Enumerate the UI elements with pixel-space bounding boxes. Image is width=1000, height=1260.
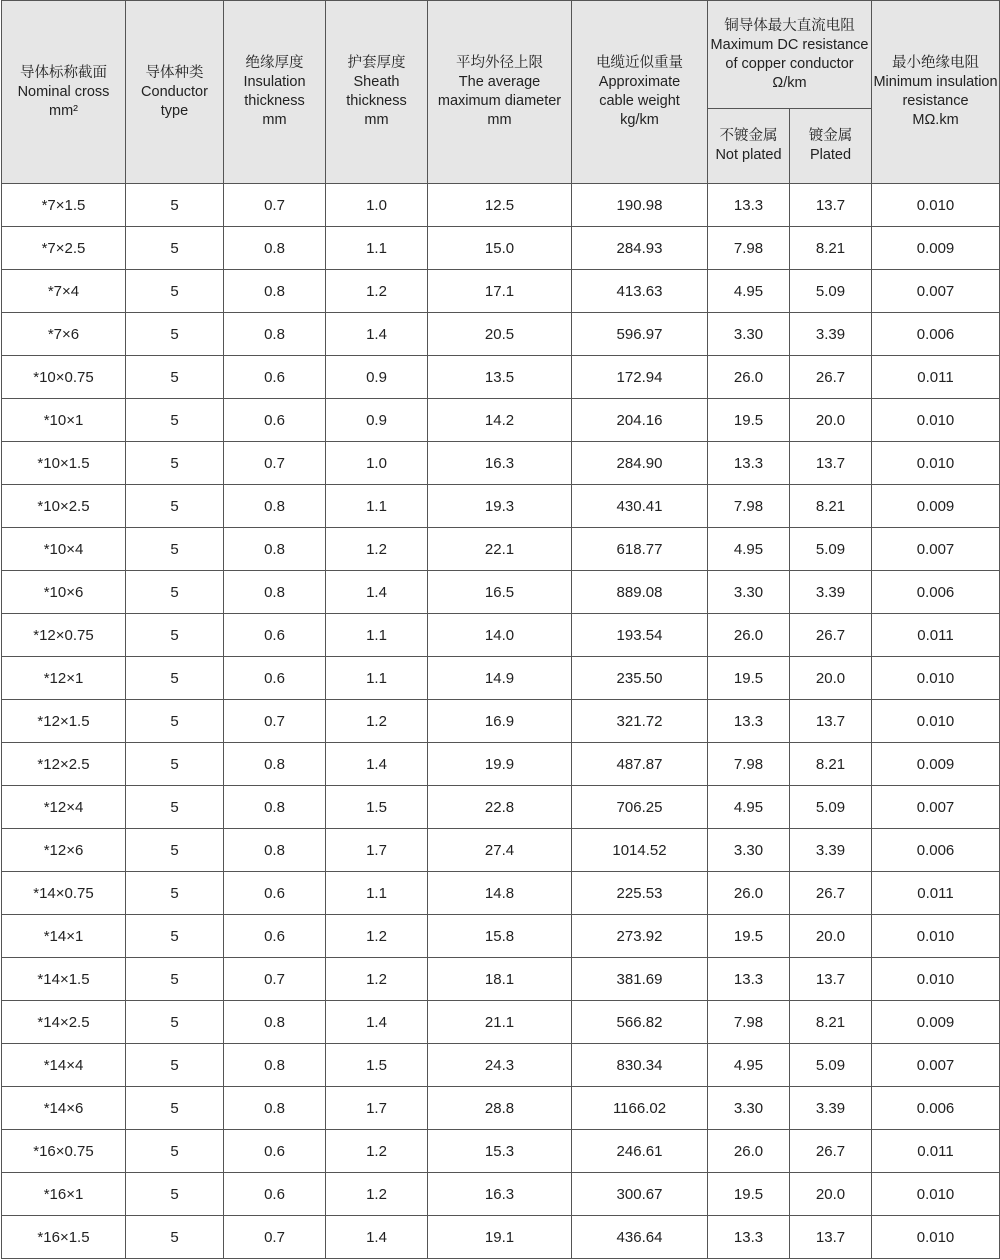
table-row <box>2 915 1000 958</box>
cell-resistance-plated: 8.21 <box>790 1001 872 1044</box>
cell-sheath-thickness: 1.1 <box>326 872 428 915</box>
cell-resistance-plated: 26.7 <box>790 872 872 915</box>
table-row <box>2 1044 1000 1087</box>
cell-section: *12×1 <box>2 657 126 700</box>
cell-cable-weight: 246.61 <box>572 1130 708 1173</box>
cell-max-diameter: 15.0 <box>428 227 572 270</box>
cell-sheath-thickness: 0.9 <box>326 356 428 399</box>
cell-max-diameter: 17.1 <box>428 270 572 313</box>
cell-cable-weight: 487.87 <box>572 743 708 786</box>
cell-max-diameter: 27.4 <box>428 829 572 872</box>
cell-resistance-not-plated: 3.30 <box>708 829 790 872</box>
cell-conductor-type: 5 <box>126 1130 224 1173</box>
cell-resistance-not-plated: 13.3 <box>708 442 790 485</box>
cell-cable-weight: 618.77 <box>572 528 708 571</box>
header-insulation-thickness: 绝缘厚度 Insulation thickness mm <box>224 1 326 184</box>
cell-insulation-thickness: 0.6 <box>224 1130 326 1173</box>
table-row <box>2 184 1000 227</box>
header-average-max-diameter: 平均外径上限 The average maximum diameter mm <box>428 1 572 184</box>
cell-resistance-plated: 20.0 <box>790 657 872 700</box>
cell-resistance-plated: 8.21 <box>790 485 872 528</box>
cell-resistance-not-plated: 7.98 <box>708 743 790 786</box>
table-row <box>2 786 1000 829</box>
cell-sheath-thickness: 1.4 <box>326 571 428 614</box>
cell-min-insulation-resistance: 0.009 <box>872 485 1000 528</box>
cell-insulation-thickness: 0.6 <box>224 1173 326 1216</box>
cell-resistance-plated: 20.0 <box>790 399 872 442</box>
cell-min-insulation-resistance: 0.010 <box>872 1216 1000 1259</box>
table-row <box>2 614 1000 657</box>
cell-section: *7×1.5 <box>2 184 126 227</box>
cell-conductor-type: 5 <box>126 958 224 1001</box>
cell-conductor-type: 5 <box>126 614 224 657</box>
cell-insulation-thickness: 0.7 <box>224 1216 326 1259</box>
table-row <box>2 528 1000 571</box>
cell-max-diameter: 16.3 <box>428 1173 572 1216</box>
cell-sheath-thickness: 1.0 <box>326 442 428 485</box>
table-row <box>2 227 1000 270</box>
cell-section: *14×0.75 <box>2 872 126 915</box>
cell-resistance-not-plated: 7.98 <box>708 485 790 528</box>
cell-cable-weight: 1014.52 <box>572 829 708 872</box>
cell-sheath-thickness: 1.2 <box>326 1173 428 1216</box>
cell-section: *10×2.5 <box>2 485 126 528</box>
cell-section: *10×4 <box>2 528 126 571</box>
cell-insulation-thickness: 0.8 <box>224 1001 326 1044</box>
cell-insulation-thickness: 0.6 <box>224 657 326 700</box>
cell-cable-weight: 596.97 <box>572 313 708 356</box>
cell-section: *16×1.5 <box>2 1216 126 1259</box>
cell-insulation-thickness: 0.6 <box>224 399 326 442</box>
table-row <box>2 872 1000 915</box>
cell-min-insulation-resistance: 0.009 <box>872 1001 1000 1044</box>
cell-min-insulation-resistance: 0.006 <box>872 1087 1000 1130</box>
header-sheath-thickness: 护套厚度 Sheath thickness mm <box>326 1 428 184</box>
cell-max-diameter: 12.5 <box>428 184 572 227</box>
cell-resistance-not-plated: 3.30 <box>708 313 790 356</box>
cell-conductor-type: 5 <box>126 786 224 829</box>
cell-section: *12×1.5 <box>2 700 126 743</box>
cell-min-insulation-resistance: 0.010 <box>872 1173 1000 1216</box>
cell-sheath-thickness: 1.2 <box>326 1130 428 1173</box>
cell-section: *10×1 <box>2 399 126 442</box>
cell-insulation-thickness: 0.8 <box>224 571 326 614</box>
cell-insulation-thickness: 0.7 <box>224 442 326 485</box>
cell-sheath-thickness: 1.7 <box>326 829 428 872</box>
cell-conductor-type: 5 <box>126 1044 224 1087</box>
cell-conductor-type: 5 <box>126 743 224 786</box>
cell-resistance-plated: 8.21 <box>790 743 872 786</box>
cell-conductor-type: 5 <box>126 399 224 442</box>
cell-sheath-thickness: 1.2 <box>326 700 428 743</box>
cell-section: *12×2.5 <box>2 743 126 786</box>
cell-insulation-thickness: 0.8 <box>224 786 326 829</box>
cell-sheath-thickness: 1.2 <box>326 270 428 313</box>
cell-cable-weight: 172.94 <box>572 356 708 399</box>
cell-resistance-not-plated: 4.95 <box>708 1044 790 1087</box>
cell-conductor-type: 5 <box>126 270 224 313</box>
cell-max-diameter: 28.8 <box>428 1087 572 1130</box>
cell-cable-weight: 830.34 <box>572 1044 708 1087</box>
cell-section: *14×2.5 <box>2 1001 126 1044</box>
cell-max-diameter: 24.3 <box>428 1044 572 1087</box>
cell-resistance-plated: 13.7 <box>790 442 872 485</box>
table-header <box>2 1 1000 184</box>
cell-resistance-not-plated: 19.5 <box>708 1173 790 1216</box>
cell-resistance-not-plated: 26.0 <box>708 614 790 657</box>
cell-insulation-thickness: 0.8 <box>224 829 326 872</box>
cell-conductor-type: 5 <box>126 227 224 270</box>
cell-resistance-not-plated: 13.3 <box>708 1216 790 1259</box>
cell-conductor-type: 5 <box>126 872 224 915</box>
header-conductor-type: 导体种类 Conductor type <box>126 1 224 184</box>
table-row <box>2 1216 1000 1259</box>
table-row <box>2 356 1000 399</box>
cell-resistance-not-plated: 4.95 <box>708 786 790 829</box>
cell-conductor-type: 5 <box>126 657 224 700</box>
cell-min-insulation-resistance: 0.007 <box>872 528 1000 571</box>
cell-min-insulation-resistance: 0.010 <box>872 399 1000 442</box>
cell-sheath-thickness: 1.1 <box>326 227 428 270</box>
table-row <box>2 442 1000 485</box>
cell-max-diameter: 16.5 <box>428 571 572 614</box>
cell-insulation-thickness: 0.7 <box>224 700 326 743</box>
cell-resistance-plated: 3.39 <box>790 313 872 356</box>
cell-insulation-thickness: 0.8 <box>224 743 326 786</box>
table-row <box>2 700 1000 743</box>
cell-max-diameter: 21.1 <box>428 1001 572 1044</box>
cell-section: *10×0.75 <box>2 356 126 399</box>
cell-sheath-thickness: 1.7 <box>326 1087 428 1130</box>
cell-max-diameter: 19.1 <box>428 1216 572 1259</box>
cell-conductor-type: 5 <box>126 915 224 958</box>
header-nominal-cross-section: 导体标称截面 Nominal cross mm² <box>2 1 126 184</box>
cell-resistance-plated: 5.09 <box>790 786 872 829</box>
cell-cable-weight: 321.72 <box>572 700 708 743</box>
cell-resistance-not-plated: 19.5 <box>708 915 790 958</box>
cell-section: *16×1 <box>2 1173 126 1216</box>
cell-max-diameter: 22.1 <box>428 528 572 571</box>
cell-max-diameter: 15.8 <box>428 915 572 958</box>
cell-max-diameter: 19.3 <box>428 485 572 528</box>
cell-sheath-thickness: 1.2 <box>326 915 428 958</box>
cell-sheath-thickness: 0.9 <box>326 399 428 442</box>
cell-cable-weight: 204.16 <box>572 399 708 442</box>
cell-sheath-thickness: 1.5 <box>326 1044 428 1087</box>
cell-min-insulation-resistance: 0.010 <box>872 915 1000 958</box>
cell-resistance-plated: 13.7 <box>790 958 872 1001</box>
cell-resistance-plated: 5.09 <box>790 270 872 313</box>
cell-insulation-thickness: 0.6 <box>224 614 326 657</box>
table-body <box>2 184 1000 1259</box>
cell-resistance-plated: 26.7 <box>790 614 872 657</box>
cell-cable-weight: 566.82 <box>572 1001 708 1044</box>
cell-resistance-plated: 13.7 <box>790 184 872 227</box>
cell-resistance-not-plated: 3.30 <box>708 571 790 614</box>
cell-insulation-thickness: 0.7 <box>224 958 326 1001</box>
cell-min-insulation-resistance: 0.007 <box>872 270 1000 313</box>
cell-insulation-thickness: 0.7 <box>224 184 326 227</box>
cell-min-insulation-resistance: 0.010 <box>872 958 1000 1001</box>
cell-sheath-thickness: 1.4 <box>326 313 428 356</box>
cell-max-diameter: 16.9 <box>428 700 572 743</box>
cell-section: *14×4 <box>2 1044 126 1087</box>
table-row <box>2 313 1000 356</box>
cell-section: *12×0.75 <box>2 614 126 657</box>
cell-insulation-thickness: 0.8 <box>224 1044 326 1087</box>
cell-insulation-thickness: 0.6 <box>224 915 326 958</box>
cell-cable-weight: 889.08 <box>572 571 708 614</box>
cell-cable-weight: 413.63 <box>572 270 708 313</box>
header-plated: 镀金属 Plated <box>790 109 872 184</box>
cell-min-insulation-resistance: 0.006 <box>872 829 1000 872</box>
cell-resistance-not-plated: 26.0 <box>708 872 790 915</box>
cell-resistance-plated: 5.09 <box>790 528 872 571</box>
cell-min-insulation-resistance: 0.010 <box>872 700 1000 743</box>
header-min-insulation-resistance: 最小绝缘电阻 Minimum insulation resistance MΩ.km <box>872 1 1000 184</box>
cell-conductor-type: 5 <box>126 1173 224 1216</box>
cell-cable-weight: 225.53 <box>572 872 708 915</box>
cell-resistance-plated: 3.39 <box>790 571 872 614</box>
cell-resistance-not-plated: 19.5 <box>708 657 790 700</box>
table-row <box>2 1173 1000 1216</box>
cell-sheath-thickness: 1.2 <box>326 528 428 571</box>
cell-conductor-type: 5 <box>126 1087 224 1130</box>
cell-max-diameter: 14.2 <box>428 399 572 442</box>
cable-spec-table <box>1 0 1000 1259</box>
cell-resistance-plated: 13.7 <box>790 700 872 743</box>
cell-cable-weight: 430.41 <box>572 485 708 528</box>
cell-section: *14×6 <box>2 1087 126 1130</box>
cell-conductor-type: 5 <box>126 829 224 872</box>
cell-min-insulation-resistance: 0.006 <box>872 571 1000 614</box>
cell-resistance-not-plated: 7.98 <box>708 1001 790 1044</box>
cell-section: *7×4 <box>2 270 126 313</box>
cell-insulation-thickness: 0.8 <box>224 227 326 270</box>
cell-max-diameter: 14.8 <box>428 872 572 915</box>
cell-min-insulation-resistance: 0.011 <box>872 356 1000 399</box>
cell-max-diameter: 15.3 <box>428 1130 572 1173</box>
cell-min-insulation-resistance: 0.011 <box>872 1130 1000 1173</box>
cell-insulation-thickness: 0.8 <box>224 1087 326 1130</box>
cell-section: *14×1.5 <box>2 958 126 1001</box>
cell-conductor-type: 5 <box>126 1216 224 1259</box>
cell-resistance-plated: 3.39 <box>790 1087 872 1130</box>
cell-conductor-type: 5 <box>126 485 224 528</box>
cell-conductor-type: 5 <box>126 184 224 227</box>
cell-section: *10×6 <box>2 571 126 614</box>
cell-sheath-thickness: 1.1 <box>326 485 428 528</box>
header-cable-weight: 电缆近似重量 Approximate cable weight kg/km <box>572 1 708 184</box>
cell-resistance-plated: 20.0 <box>790 915 872 958</box>
cell-sheath-thickness: 1.2 <box>326 958 428 1001</box>
cell-insulation-thickness: 0.6 <box>224 872 326 915</box>
table-row <box>2 399 1000 442</box>
cell-min-insulation-resistance: 0.009 <box>872 227 1000 270</box>
cell-conductor-type: 5 <box>126 700 224 743</box>
cell-min-insulation-resistance: 0.011 <box>872 872 1000 915</box>
cell-section: *12×4 <box>2 786 126 829</box>
table-row <box>2 1087 1000 1130</box>
cell-cable-weight: 273.92 <box>572 915 708 958</box>
cell-sheath-thickness: 1.1 <box>326 614 428 657</box>
table-row <box>2 958 1000 1001</box>
cell-cable-weight: 706.25 <box>572 786 708 829</box>
cell-cable-weight: 381.69 <box>572 958 708 1001</box>
cell-max-diameter: 16.3 <box>428 442 572 485</box>
cell-conductor-type: 5 <box>126 571 224 614</box>
cell-sheath-thickness: 1.4 <box>326 743 428 786</box>
cell-resistance-not-plated: 19.5 <box>708 399 790 442</box>
cell-sheath-thickness: 1.4 <box>326 1001 428 1044</box>
table-row <box>2 657 1000 700</box>
cell-cable-weight: 190.98 <box>572 184 708 227</box>
cell-cable-weight: 284.90 <box>572 442 708 485</box>
cell-max-diameter: 13.5 <box>428 356 572 399</box>
cell-conductor-type: 5 <box>126 313 224 356</box>
table-row <box>2 270 1000 313</box>
cell-cable-weight: 1166.02 <box>572 1087 708 1130</box>
cell-resistance-plated: 5.09 <box>790 1044 872 1087</box>
cell-min-insulation-resistance: 0.007 <box>872 786 1000 829</box>
cell-max-diameter: 14.9 <box>428 657 572 700</box>
cell-section: *7×6 <box>2 313 126 356</box>
cell-insulation-thickness: 0.8 <box>224 485 326 528</box>
cell-min-insulation-resistance: 0.010 <box>872 442 1000 485</box>
cell-min-insulation-resistance: 0.006 <box>872 313 1000 356</box>
cell-sheath-thickness: 1.4 <box>326 1216 428 1259</box>
cell-conductor-type: 5 <box>126 528 224 571</box>
cell-cable-weight: 284.93 <box>572 227 708 270</box>
table-row <box>2 1130 1000 1173</box>
cell-conductor-type: 5 <box>126 356 224 399</box>
cell-min-insulation-resistance: 0.010 <box>872 657 1000 700</box>
cell-min-insulation-resistance: 0.011 <box>872 614 1000 657</box>
cell-resistance-plated: 3.39 <box>790 829 872 872</box>
header-not-plated: 不镀金属 Not plated <box>708 109 790 184</box>
cell-resistance-plated: 8.21 <box>790 227 872 270</box>
cell-insulation-thickness: 0.8 <box>224 313 326 356</box>
cell-resistance-not-plated: 13.3 <box>708 958 790 1001</box>
cell-conductor-type: 5 <box>126 442 224 485</box>
cell-min-insulation-resistance: 0.009 <box>872 743 1000 786</box>
cell-conductor-type: 5 <box>126 1001 224 1044</box>
cell-resistance-plated: 13.7 <box>790 1216 872 1259</box>
cell-resistance-plated: 26.7 <box>790 1130 872 1173</box>
cell-section: *10×1.5 <box>2 442 126 485</box>
cell-section: *16×0.75 <box>2 1130 126 1173</box>
cell-resistance-not-plated: 3.30 <box>708 1087 790 1130</box>
cell-max-diameter: 19.9 <box>428 743 572 786</box>
cell-cable-weight: 235.50 <box>572 657 708 700</box>
cell-resistance-plated: 20.0 <box>790 1173 872 1216</box>
cell-section: *14×1 <box>2 915 126 958</box>
cell-resistance-not-plated: 4.95 <box>708 528 790 571</box>
cell-cable-weight: 436.64 <box>572 1216 708 1259</box>
header-dc-resistance: 铜导体最大直流电阻 Maximum DC resistance of copper conductor Ω/km <box>708 1 872 109</box>
cell-section: *12×6 <box>2 829 126 872</box>
cell-sheath-thickness: 1.5 <box>326 786 428 829</box>
cell-resistance-not-plated: 13.3 <box>708 184 790 227</box>
cell-resistance-not-plated: 4.95 <box>708 270 790 313</box>
cell-section: *7×2.5 <box>2 227 126 270</box>
cell-insulation-thickness: 0.8 <box>224 528 326 571</box>
cell-resistance-not-plated: 26.0 <box>708 1130 790 1173</box>
cell-resistance-not-plated: 7.98 <box>708 227 790 270</box>
table-row <box>2 1001 1000 1044</box>
table-row <box>2 829 1000 872</box>
cell-max-diameter: 14.0 <box>428 614 572 657</box>
cell-min-insulation-resistance: 0.010 <box>872 184 1000 227</box>
cell-resistance-not-plated: 13.3 <box>708 700 790 743</box>
cell-insulation-thickness: 0.6 <box>224 356 326 399</box>
cell-resistance-not-plated: 26.0 <box>708 356 790 399</box>
cell-cable-weight: 193.54 <box>572 614 708 657</box>
cell-max-diameter: 18.1 <box>428 958 572 1001</box>
cell-max-diameter: 22.8 <box>428 786 572 829</box>
table-row <box>2 485 1000 528</box>
cell-insulation-thickness: 0.8 <box>224 270 326 313</box>
cell-resistance-plated: 26.7 <box>790 356 872 399</box>
cell-min-insulation-resistance: 0.007 <box>872 1044 1000 1087</box>
cell-cable-weight: 300.67 <box>572 1173 708 1216</box>
cell-sheath-thickness: 1.1 <box>326 657 428 700</box>
table-row <box>2 571 1000 614</box>
cell-sheath-thickness: 1.0 <box>326 184 428 227</box>
cell-max-diameter: 20.5 <box>428 313 572 356</box>
table-row <box>2 743 1000 786</box>
